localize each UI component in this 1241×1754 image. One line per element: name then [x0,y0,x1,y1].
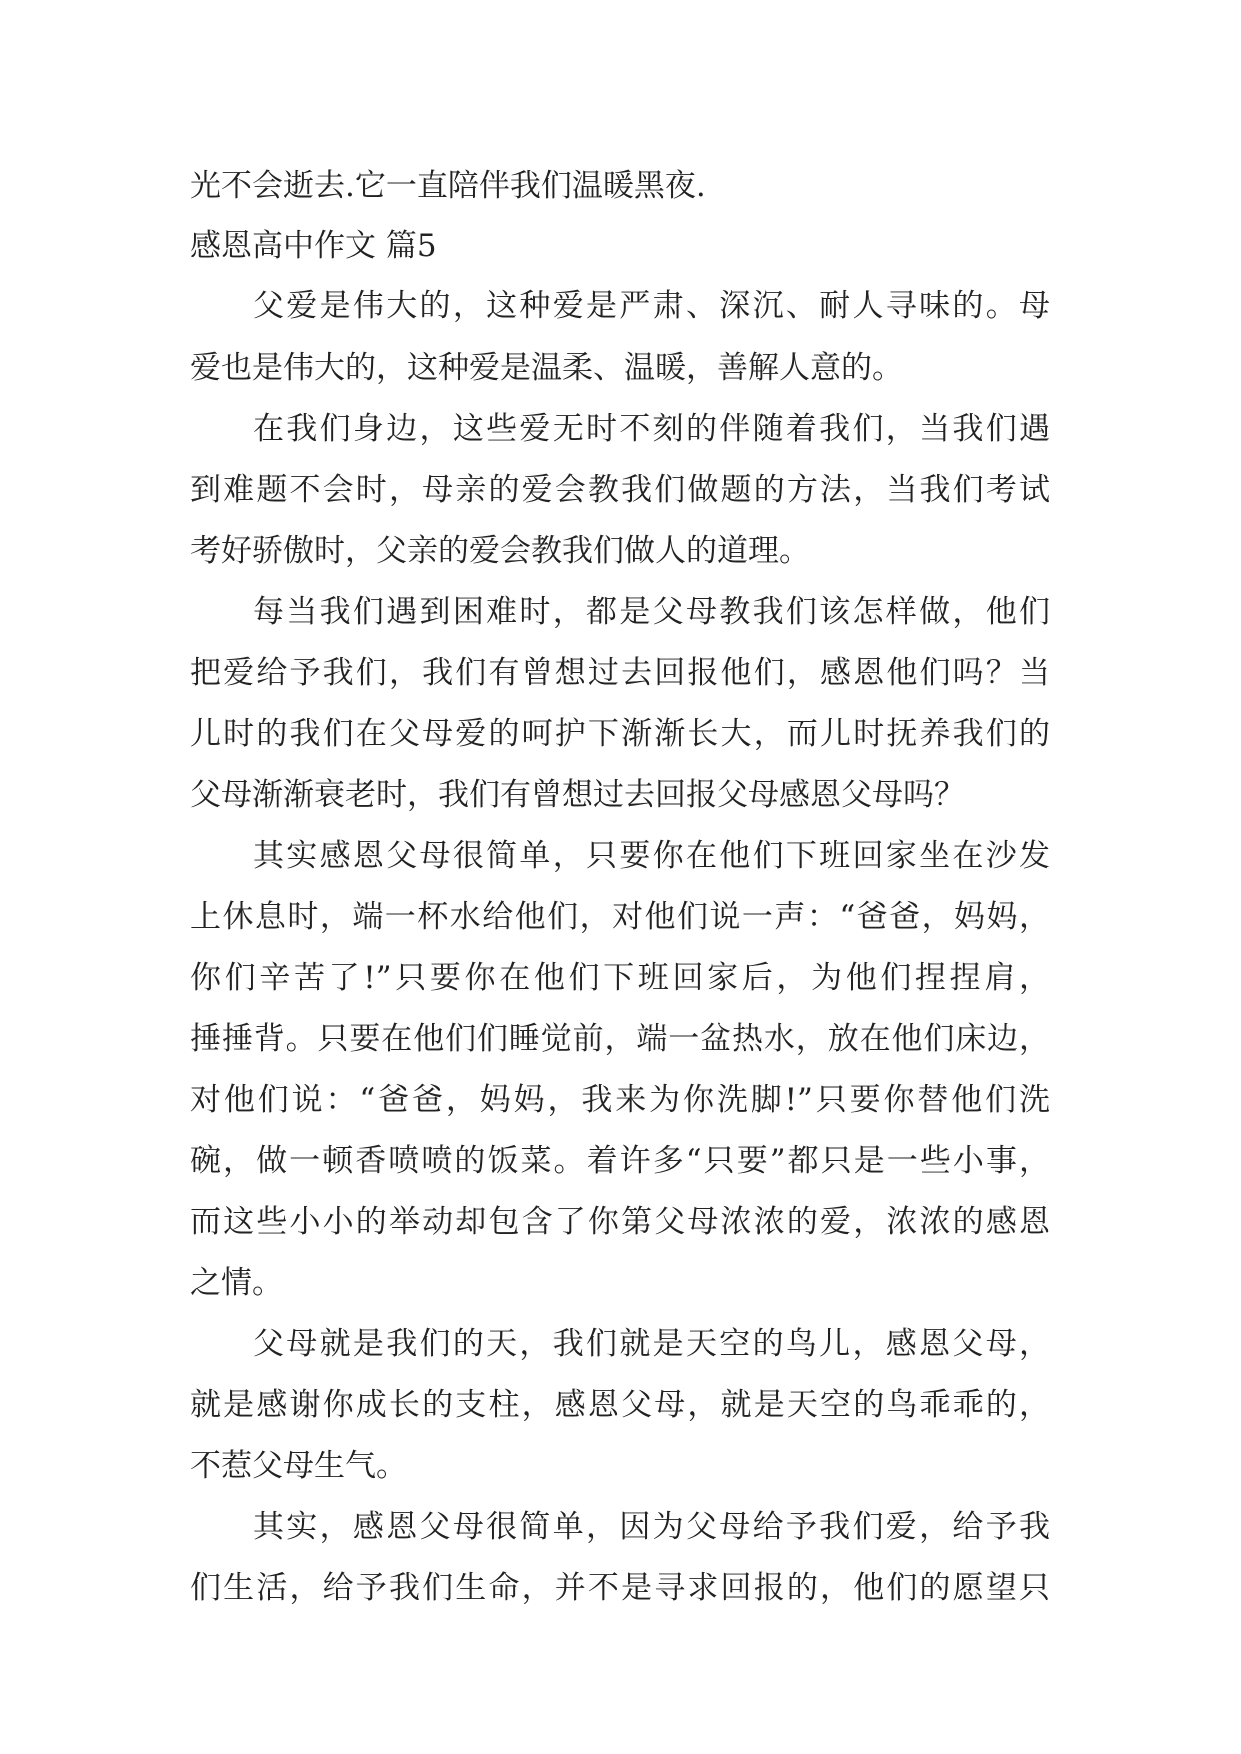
paragraph-line: 每当我们遇到困难时，都是父母教我们该怎样做，他们 [253,594,1050,630]
text-line: 光不会逝去.它一直陪伴我们温暖黑夜. [190,168,706,204]
paragraph-line: 父母就是我们的天，我们就是天空的鸟儿，感恩父母， [253,1326,1050,1362]
paragraph-line: 其实，感恩父母很简单，因为父母给予我们爱，给予我 [253,1509,1050,1545]
section-heading: 感恩高中作文 篇5 [190,228,437,264]
paragraph-line: 捶捶背。只要在他们们睡觉前，端一盆热水，放在他们床边， [190,1021,1050,1057]
paragraph-line: 对他们说：“爸爸，妈妈，我来为你洗脚!”只要你替他们洗 [190,1082,1050,1118]
paragraph-line: 不惹父母生气。 [190,1448,407,1484]
paragraph-line: 到难题不会时，母亲的爱会教我们做题的方法，当我们考试 [190,472,1050,508]
paragraph-line: 上休息时，端一杯水给他们，对他们说一声：“爸爸，妈妈， [190,899,1050,935]
paragraph-line: 而这些小小的举动却包含了你第父母浓浓的爱，浓浓的感恩 [190,1204,1050,1240]
paragraph-line: 父母渐渐衰老时，我们有曾想过去回报父母感恩父母吗？ [190,777,965,813]
paragraph-line: 在我们身边，这些爱无时不刻的伴随着我们，当我们遇 [253,411,1050,447]
paragraph-line: 其实感恩父母很简单，只要你在他们下班回家坐在沙发 [253,838,1050,874]
paragraph-line: 考好骄傲时，父亲的爱会教我们做人的道理。 [190,533,810,569]
paragraph-line: 就是感谢你成长的支柱，感恩父母，就是天空的鸟乖乖的， [190,1387,1050,1423]
paragraph-line: 把爱给予我们，我们有曾想过去回报他们，感恩他们吗？当 [190,655,1050,691]
paragraph-line: 儿时的我们在父母爱的呵护下渐渐长大，而儿时抚养我们的 [190,716,1050,752]
paragraph-line: 之情。 [190,1265,283,1301]
paragraph-line: 碗，做一顿香喷喷的饭菜。着许多“只要”都只是一些小事， [190,1143,1050,1179]
paragraph-line: 你们辛苦了!”只要你在他们下班回家后，为他们捏捏肩， [190,960,1050,996]
paragraph-line: 父爱是伟大的，这种爱是严肃、深沉、耐人寻味的。母 [253,288,1050,324]
paragraph-line: 们生活，给予我们生命，并不是寻求回报的，他们的愿望只 [190,1570,1050,1606]
paragraph-line: 爱也是伟大的，这种爱是温柔、温暖，善解人意的。 [190,350,903,386]
